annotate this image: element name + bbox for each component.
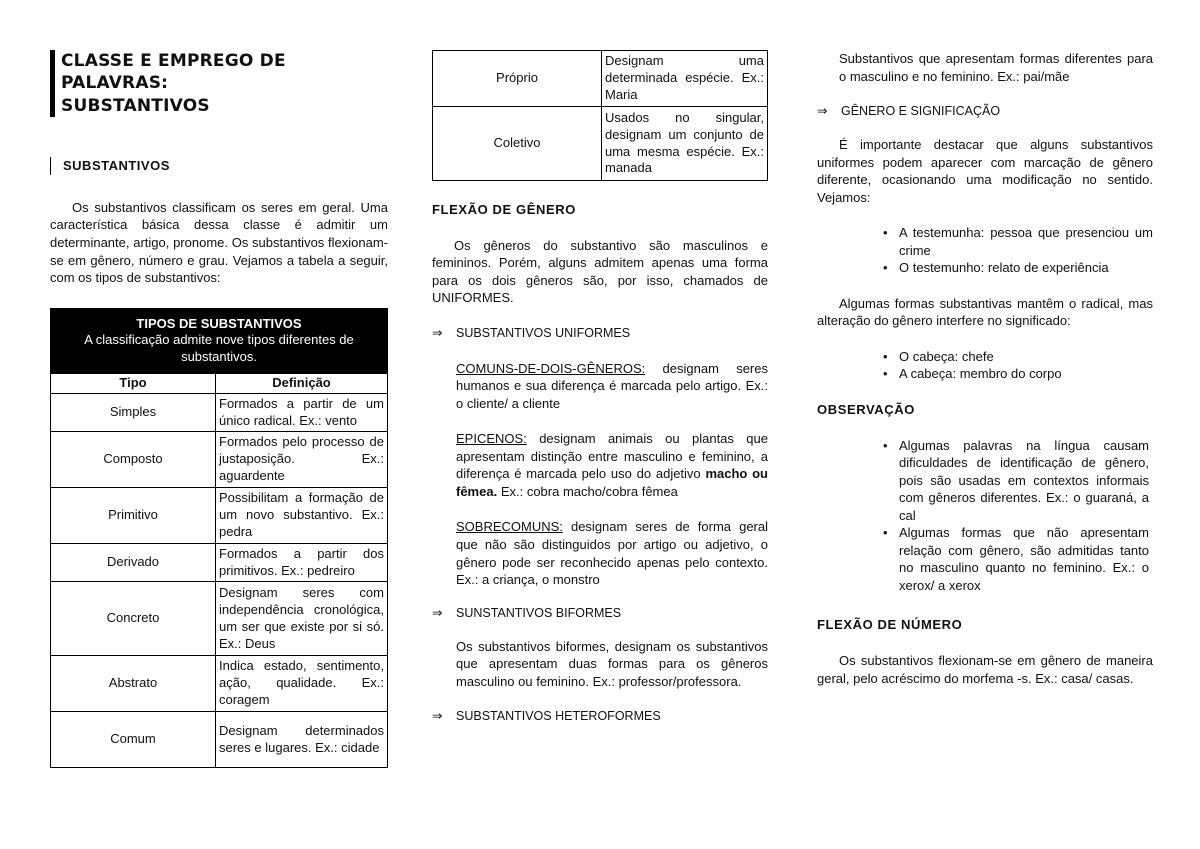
- type-cell: Coletivo: [433, 107, 602, 181]
- definition-cell: Usados no singular, designam um conjunto de uma mesma espécie. Ex.: manada: [602, 107, 768, 181]
- table-row: [433, 107, 768, 181]
- arrow-right-icon: ⇒: [432, 325, 443, 340]
- list-observacao: [883, 437, 1149, 595]
- list-testemunha: [883, 224, 1153, 277]
- table-row: [51, 432, 388, 488]
- type-cell: Composto: [51, 432, 216, 488]
- list-item: • O cabeça: chefe: [883, 348, 994, 364]
- definition-cell: Designam uma determinada espécie. Ex.: Maria: [602, 51, 768, 107]
- heading-genero-significacao: ⇒ GÊNERO E SIGNIFICAÇÃO: [817, 104, 1001, 119]
- definition-cell: Formados pelo processo de justaposição. Ex.: aguardente: [216, 432, 388, 488]
- table-row: [51, 488, 388, 544]
- types-table-continued: [432, 50, 768, 181]
- list-item: • Algumas palavras na língua causam dificuldades de identificação de gênero, pois são usadas em contextos informais com gêneros diferentes. Ex.: o guaraná, a cal: [883, 437, 1149, 523]
- type-cell: Abstrato: [51, 656, 216, 712]
- table-row: [51, 544, 388, 582]
- heading-biformes: ⇒ SUNSTANTIVOS BIFORMES: [432, 605, 622, 620]
- type-cell: Simples: [51, 394, 216, 432]
- definition-cell: Formados a partir dos primitivos. Ex.: pedreiro: [216, 544, 388, 582]
- paragraph-comuns: COMUNS-DE-DOIS-GÊNEROS: designam seres humanos e sua diferença é marcada pelo artigo. Ex.: o cliente/ a cliente: [456, 360, 768, 411]
- heading-observacao: OBSERVAÇÃO: [817, 401, 915, 417]
- section-heading-substantivos: SUBSTANTIVOS: [50, 157, 388, 175]
- list-item: • A cabeça: membro do corpo: [883, 366, 1062, 382]
- list-item: • Algumas formas que não apresentam relação com gênero, são admitidas tanto no masculino quanto no feminino. Ex.: o xerox/ a xerox: [883, 525, 1149, 593]
- paragraph-genero-significacao: É importante destacar que alguns substantivos uniformes podem aparecer com marcação de gênero diferente, ocasionando uma modificação no sentido. Vejamos:: [817, 136, 1153, 205]
- paragraph-biformes: Os substantivos biformes, designam os substantivos que apresentam duas formas para os gêneros masculino ou feminino. Ex.: professor/professora.: [456, 638, 768, 689]
- table-title: TIPOS DE SUBSTANTIVOS: [136, 315, 302, 331]
- paragraph-heteroformes: Substantivos que apresentam formas diferentes para o masculino e no feminino. Ex.: pai/mãe: [839, 51, 1153, 84]
- types-table: [50, 308, 388, 769]
- type-cell: Próprio: [433, 51, 602, 107]
- heading-flexao-numero: FLEXÃO DE NÚMERO: [817, 617, 963, 633]
- column-header-definicao: Definição: [216, 374, 388, 394]
- page-title: CLASSE E EMPREGO DE PALAVRAS: SUBSTANTIVOS: [50, 50, 388, 117]
- arrow-right-icon: ⇒: [432, 709, 443, 724]
- table-subtitle: A classificação admite nove tipos diferentes de substantivos.: [84, 332, 354, 365]
- paragraph-epicenos: EPICENOS: designam animais ou plantas que apresentam distinção entre masculino e feminino, a diferença é marcada pelo uso do adjetivo macho ou fêmea. Ex.: cobra macho/cobra fêmea: [456, 431, 768, 499]
- type-cell: Derivado: [51, 544, 216, 582]
- table-row: [51, 582, 388, 656]
- type-cell: Comum: [51, 712, 216, 768]
- paragraph-sobrecomuns: SOBRECOMUNS: designam seres de forma geral que não são distinguidos por artigo ou adjetivo, o gênero pode ser reconhecido apenas pelo contexto. Ex.: a criança, o monstro: [456, 519, 768, 588]
- arrow-right-icon: ⇒: [432, 605, 443, 620]
- list-cabeca: [883, 348, 1153, 383]
- list-item: • A testemunha: pessoa que presenciou um crime: [883, 225, 1153, 258]
- table-row: [51, 656, 388, 712]
- table-row: [51, 712, 388, 768]
- definition-cell: Formados a partir de um único radical. Ex.: vento: [216, 394, 388, 432]
- column-3: [817, 0, 1153, 687]
- table-row: [51, 394, 388, 432]
- arrow-right-icon: ⇒: [817, 104, 828, 119]
- paragraph-radical: Algumas formas substantivas mantêm o radical, mas alteração do gênero interfere no significado:: [817, 295, 1153, 329]
- type-cell: Concreto: [51, 582, 216, 656]
- definition-cell: Possibilitam a formação de um novo substantivo. Ex.: pedra: [216, 488, 388, 544]
- heading-heteroformes: ⇒ SUBSTANTIVOS HETEROFORMES: [432, 709, 661, 724]
- definition-cell: Designam seres com independência cronológica, um ser que existe por si só. Ex.: Deus: [216, 582, 388, 656]
- type-cell: Primitivo: [51, 488, 216, 544]
- column-2: [432, 0, 768, 725]
- list-item: • O testemunho: relato de experiência: [883, 260, 1109, 276]
- definition-cell: Indica estado, sentimento, ação, qualidade. Ex.: coragem: [216, 656, 388, 712]
- definition-cell: Designam determinados seres e lugares. Ex.: cidade: [216, 712, 388, 768]
- table-row: [433, 51, 768, 107]
- heading-flexao-genero: FLEXÃO DE GÊNERO: [432, 202, 576, 217]
- table-caption-row: [51, 308, 388, 374]
- heading-uniformes: ⇒ SUBSTANTIVOS UNIFORMES: [432, 325, 631, 340]
- column-1: [50, 0, 388, 768]
- table-header-row: [51, 374, 388, 394]
- paragraph-flexao-numero: Os substantivos flexionam-se em gênero de maneira geral, pelo acréscimo do morfema -s. Ex.: casa/ casas.: [817, 653, 1153, 686]
- intro-paragraph: Os substantivos classificam os seres em geral. Uma característica básica dessa classe é admitir um determinante, artigo, pronome. Os substantivos flexionam-se em gênero, número e grau. Vejamos a tabela a seguir, com os tipos de substantivos:: [50, 199, 388, 286]
- column-header-tipo: Tipo: [51, 374, 216, 394]
- paragraph-flexao-genero: Os gêneros do substantivo são masculinos e femininos. Porém, alguns admitem apenas uma forma para os dois gêneros são, por isso, chamados de UNIFORMES.: [432, 237, 768, 306]
